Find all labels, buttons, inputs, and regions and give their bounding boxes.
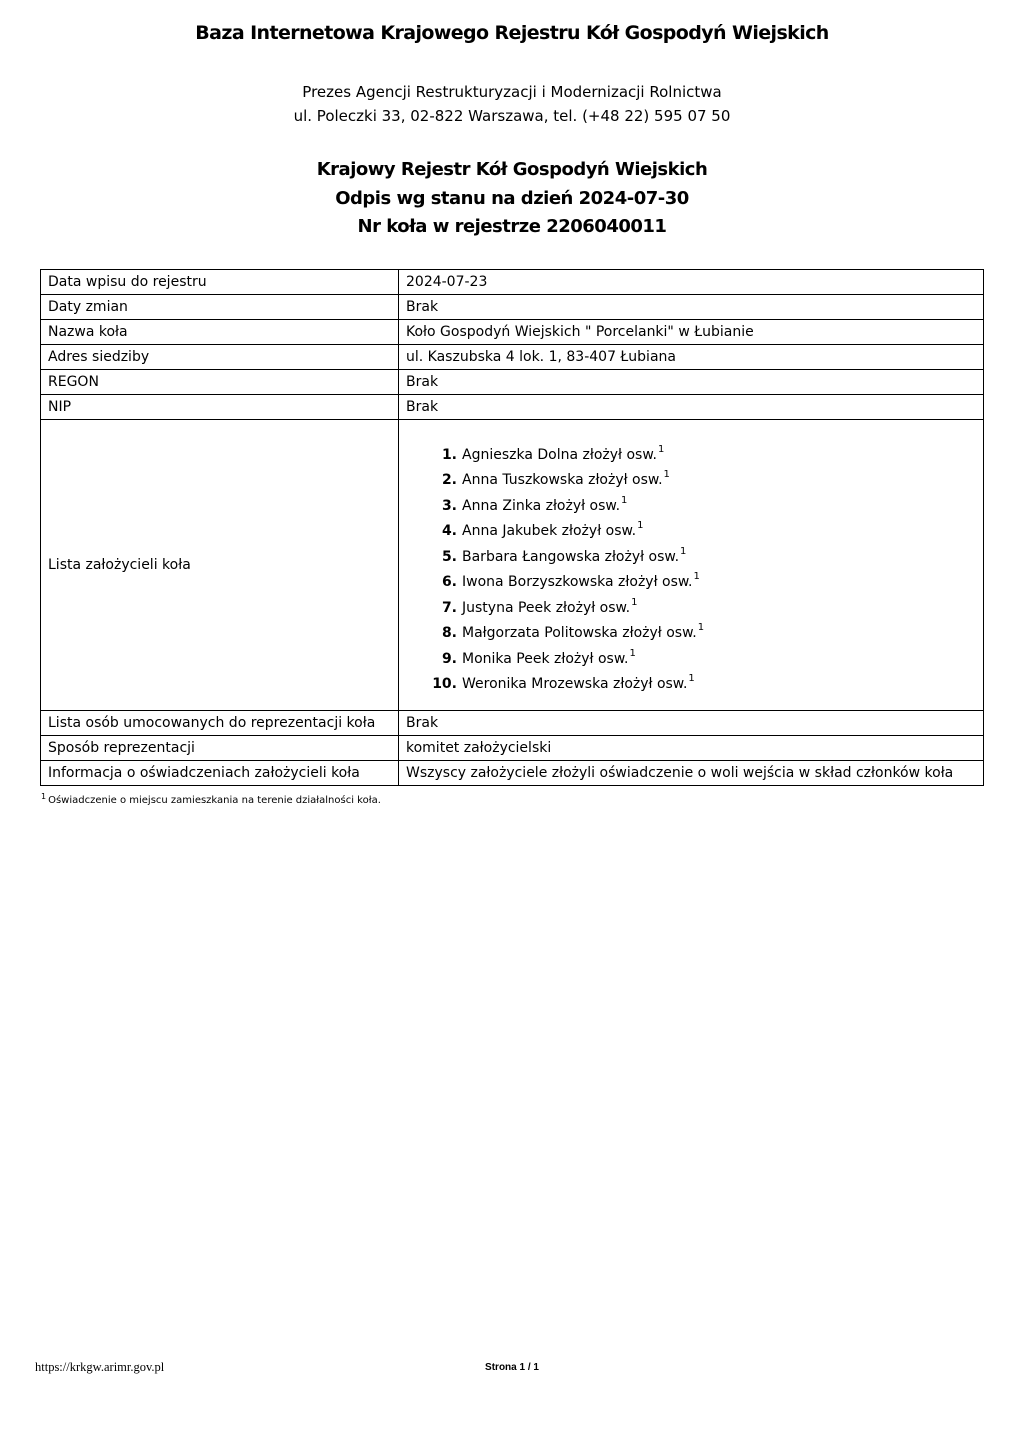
table-row	[41, 761, 984, 786]
row-label: Data wpisu do rejestru	[41, 270, 399, 295]
item-text: Justyna Peek złożył osw.	[462, 599, 631, 616]
list-item	[430, 647, 976, 673]
footnote-ref: 1	[657, 443, 665, 455]
register-number: Nr koła w rejestrze 2206040011	[357, 216, 667, 237]
row-value: ul. Kaszubska 4 lok. 1, 83-407 Łubiana	[399, 345, 984, 370]
footnote-ref: 1	[697, 622, 705, 633]
table-row	[41, 345, 984, 370]
item-number: 10.	[432, 676, 457, 692]
founders-cell	[399, 420, 984, 711]
item-number: 9.	[441, 650, 457, 667]
item-number: 6.	[441, 574, 457, 590]
founders-row	[41, 420, 984, 711]
item-number: 5.	[441, 548, 457, 565]
row-value: Koło Gospodyń Wiejskich " Porcelanki" w Łubianie	[399, 320, 984, 345]
table-row	[41, 270, 984, 295]
table-row	[41, 395, 984, 420]
row-label: Adres siedziby	[41, 345, 399, 370]
table-row	[41, 711, 984, 736]
register-name: Krajowy Rejestr Kół Gospodyń Wiejskich	[316, 159, 708, 180]
footnote-marker: 1	[41, 792, 47, 801]
agency-block	[0, 80, 1024, 128]
item-number: 7.	[441, 599, 457, 616]
footnote-ref: 1	[693, 571, 700, 582]
page-title: Baza Internetowa Krajowego Rejestru Kół Gospodyń Wiejskich	[195, 22, 829, 44]
register-heading	[0, 156, 1024, 242]
footer-url: https://krkgw.arimr.gov.pl	[35, 1360, 165, 1374]
row-value: 2024-07-23	[399, 270, 984, 295]
row-value: Brak	[399, 370, 984, 395]
footnote-text: Oświadczenie o miejscu zamieszkania na terenie działalności koła.	[48, 795, 381, 806]
footnote-ref: 1	[680, 545, 687, 557]
row-label: Sposób reprezentacji	[41, 736, 399, 761]
item-text: Barbara Łangowska złożył osw.	[462, 548, 680, 565]
item-text: Anna Tuszkowska złożył osw.	[462, 472, 663, 488]
page-number: Strona 1 / 1	[485, 1362, 539, 1373]
item-text: Małgorzata Politowska złożył osw.	[462, 625, 697, 641]
list-item	[430, 443, 976, 469]
item-number: 4.	[441, 523, 457, 539]
footnote	[40, 792, 381, 806]
row-value: Brak	[399, 295, 984, 320]
footnote-ref: 1	[621, 494, 628, 506]
footnote-ref: 1	[631, 596, 638, 608]
agency-name: Prezes Agencji Restrukturyzacji i Modernizacji Rolnictwa	[302, 83, 722, 101]
list-item	[430, 621, 976, 647]
founders-label: Lista założycieli koła	[41, 420, 399, 711]
list-item	[430, 596, 976, 622]
table-row	[41, 320, 984, 345]
footnote-ref: 1	[629, 647, 636, 659]
list-item	[430, 494, 976, 520]
item-text: Weronika Mrozewska złożył osw.	[462, 676, 688, 692]
row-value: Brak	[399, 711, 984, 736]
item-number: 2.	[441, 472, 457, 488]
list-item	[430, 519, 976, 545]
list-item	[430, 468, 976, 494]
item-text: Anna Zinka złożył osw.	[462, 497, 621, 514]
item-text: Agnieszka Dolna złożył osw.	[462, 446, 657, 463]
row-label: Daty zmian	[41, 295, 399, 320]
item-number: 3.	[441, 497, 457, 514]
item-number: 8.	[441, 625, 457, 641]
table-row	[41, 370, 984, 395]
table-row	[41, 295, 984, 320]
row-value: Wszyscy założyciele złożyli oświadczenie o woli wejścia w skład członków koła	[399, 761, 984, 786]
agency-address: ul. Poleczki 33, 02-822 Warszawa, tel. (+48 22) 595 07 50	[293, 107, 731, 125]
founders-list	[406, 433, 976, 698]
item-text: Anna Jakubek złożył osw.	[462, 523, 637, 539]
list-item	[430, 570, 976, 596]
table-row	[41, 736, 984, 761]
row-value: Brak	[399, 395, 984, 420]
item-text: Iwona Borzyszkowska złożył osw.	[462, 574, 693, 590]
row-label: Nazwa koła	[41, 320, 399, 345]
item-number: 1.	[441, 446, 457, 463]
row-value: komitet założycielski	[399, 736, 984, 761]
row-label: Informacja o oświadczeniach założycieli koła	[41, 761, 399, 786]
row-label: NIP	[41, 395, 399, 420]
footnote-ref: 1	[688, 673, 695, 684]
extract-date: Odpis wg stanu na dzień 2024-07-30	[335, 187, 689, 209]
item-text: Monika Peek złożył osw.	[462, 650, 629, 667]
row-label: REGON	[41, 370, 399, 395]
row-label: Lista osób umocowanych do reprezentacji koła	[41, 711, 399, 736]
registry-table	[40, 269, 984, 786]
footnote-ref: 1	[663, 469, 670, 480]
list-item	[430, 545, 976, 571]
list-item	[430, 672, 976, 698]
footnote-ref: 1	[637, 520, 644, 531]
